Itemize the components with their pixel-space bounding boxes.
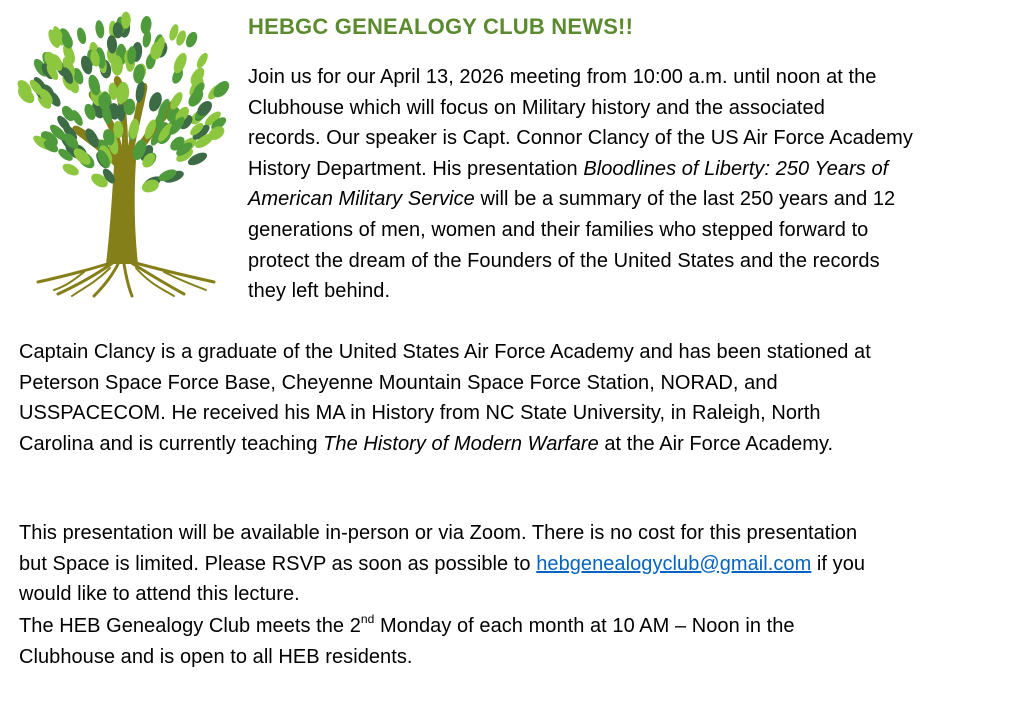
intro-line-6: generations of men, women and their families who stepped forward to: [248, 218, 869, 241]
course-title: The History of Modern Warfare: [323, 432, 599, 455]
rsvp-line-2-end: if you: [811, 552, 866, 575]
intro-line-1: Join us for our April 13, 2026 meeting from 10:00 a.m. until noon at the: [248, 66, 877, 88]
rsvp-line-3: would like to attend this lecture.: [19, 583, 300, 606]
intro-line-4: [248, 154, 913, 185]
ordinal-suffix: nd: [360, 612, 375, 626]
leaf: [117, 84, 127, 100]
bio-line-4-text: Carolina and is currently teaching: [19, 432, 324, 455]
intro-line-8: they left behind.: [248, 280, 391, 303]
presentation-title-part-2: American Military Service: [248, 188, 475, 211]
meeting-schedule-paragraph: [19, 611, 795, 672]
meets-line-2: Clubhouse and is open to all HEB residents.: [19, 645, 413, 668]
rsvp-line-1: This presentation will be available in-person or via Zoom. There is no cost for this presentation: [19, 522, 858, 544]
meets-line-1: [19, 611, 795, 642]
meets-line-1-text: The HEB Genealogy Club meets the 2: [19, 615, 361, 637]
leaf: [94, 20, 105, 39]
leaf: [75, 27, 87, 46]
bio-line-2: Peterson Space Force Base, Cheyenne Mountain Space Force Station, NORAD, and: [19, 371, 778, 394]
rsvp-line-2: [19, 549, 865, 580]
leaf: [195, 51, 210, 70]
intro-line-5-text: will be a summary of the last 250 years and 12: [474, 188, 896, 211]
bio-line-4-end: at the Air Force Academy.: [598, 432, 834, 455]
rsvp-email-link[interactable]: hebgenealogyclub@gmail.com: [536, 552, 812, 575]
rsvp-paragraph: [19, 518, 865, 610]
leaf: [61, 161, 81, 178]
speaker-bio-paragraph: [19, 337, 871, 459]
bio-line-1: Captain Clancy is a graduate of the United States Air Force Academy and has been stationed at: [19, 341, 871, 363]
root-strand: [124, 264, 132, 296]
intro-line-7: protect the dream of the Founders of the United States and the records: [248, 249, 880, 272]
leaf: [184, 30, 200, 49]
intro-line-3: records. Our speaker is Capt. Connor Clancy of the US Air Force Academy: [248, 127, 913, 150]
leaf: [171, 51, 189, 75]
bio-line-3: USSPACECOM. He received his MA in History from NC State University, in Raleigh, North: [19, 402, 821, 425]
rsvp-line-2-text: but Space is limited. Please RSVP as soon as possible to: [19, 552, 537, 575]
bio-line-4: [19, 429, 871, 460]
intro-line-4-text: History Department. His presentation: [248, 157, 584, 180]
intro-line-2: Clubhouse which will focus on Military history and the associated: [248, 96, 825, 119]
meets-line-1-end: Monday of each month at 10 AM – Noon in the: [374, 615, 795, 637]
presentation-title-part-1: Bloodlines of Liberty: 250 Years of: [583, 157, 889, 180]
tree-of-life-icon: [14, 6, 232, 298]
root-strand: [58, 262, 114, 294]
intro-line-5: [248, 184, 913, 215]
tree-roots: [38, 262, 214, 296]
newsletter-headline: HEBGC GENEALOGY CLUB NEWS!!: [248, 14, 634, 39]
meeting-announcement-paragraph: [248, 62, 913, 307]
